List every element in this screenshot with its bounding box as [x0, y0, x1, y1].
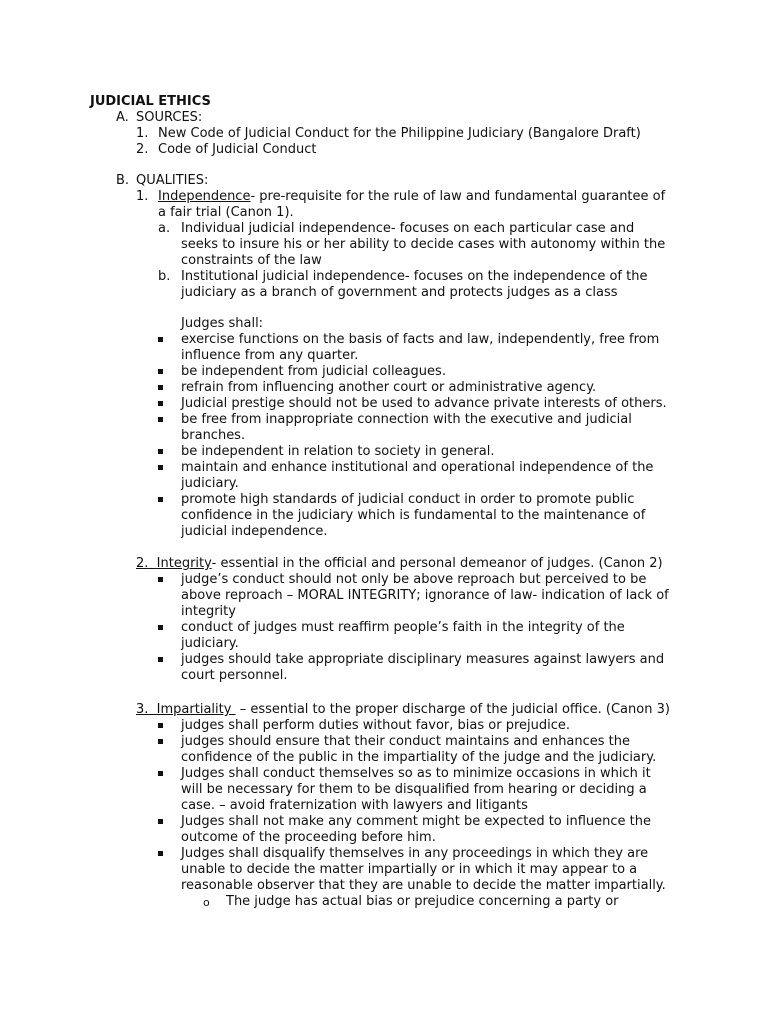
independence-line-2: a fair trial (Canon 1). [158, 205, 294, 220]
integrity-number: 2. [136, 556, 149, 571]
impartiality-bullet-2: confidence of the public in the impartiality of the judge and the judiciary. [181, 750, 657, 765]
section-a-heading: SOURCES: [136, 110, 203, 125]
independence-bullet-7: judiciary. [181, 476, 239, 491]
bullet-square-icon [158, 385, 163, 390]
judges-shall-label: Judges shall: [181, 316, 264, 331]
independence-sub-b-line: Institutional judicial independence- focuses on the independence of the [181, 269, 648, 284]
impartiality-heading [136, 702, 670, 718]
impartiality-bullet-4: Judges shall not make any comment might be expected to influence the [181, 814, 652, 829]
bullet-square-icon [158, 401, 163, 406]
independence-sub-a-line: constraints of the law [181, 253, 322, 268]
impartiality-bullet-5: reasonable observer that they are unable to decide the matter impartially. [181, 878, 666, 893]
bullet-square-icon [158, 657, 163, 662]
independence-bullet-5: be free from inappropriate connection with the executive and judicial [181, 412, 632, 427]
impartiality-bullet-1: judges shall perform duties without favor, bias or prejudice. [181, 718, 571, 733]
bullet-square-icon [158, 577, 163, 582]
impartiality-bullet-3: Judges shall conduct themselves so as to minimize occasions in which it [181, 766, 651, 781]
independence-bullet-8: promote high standards of judicial conduct in order to promote public [181, 492, 635, 507]
independence-bullet-7: maintain and enhance institutional and operational independence of the [181, 460, 654, 475]
integrity-bullet-2: judiciary. [181, 636, 239, 651]
impartiality-number: 3. [136, 702, 149, 717]
source-2-text: Code of Judicial Conduct [158, 142, 317, 157]
independence-bullet-3: refrain from influencing another court or administrative agency. [181, 380, 597, 395]
independence-bullet-6: be independent in relation to society in general. [181, 444, 495, 459]
integrity-bullet-2: conduct of judges must reaffirm people’s faith in the integrity of the [181, 620, 625, 635]
section-b-heading: QUALITIES: [136, 173, 209, 188]
independence-bullet-1: exercise functions on the basis of facts and law, independently, free from [181, 332, 660, 347]
impartiality-bullet-2: judges should ensure that their conduct maintains and enhances the [181, 734, 631, 749]
section-b-marker: B. [116, 173, 130, 188]
bullet-square-icon [158, 739, 163, 744]
impartiality-sub-bullet: The judge has actual bias or prejudice concerning a party or [226, 894, 619, 909]
independence-bullet-5: branches. [181, 428, 246, 443]
independence-definition: - pre-requisite for the rule of law and fundamental guarantee of [250, 189, 666, 204]
independence-sub-a-line: Individual judicial independence- focuses on each particular case and [181, 221, 635, 236]
bullet-square-icon [158, 723, 163, 728]
independence-sub-a-marker: a. [158, 221, 171, 236]
bullet-square-icon [158, 369, 163, 374]
impartiality-bullet-4: outcome of the proceeding before him. [181, 830, 436, 845]
impartiality-term: Impartiality [156, 702, 232, 717]
impartiality-bullet-5: unable to decide the matter impartially or in which it may appear to a [181, 862, 638, 877]
independence-bullet-2: be independent from judicial colleagues. [181, 364, 446, 379]
bullet-square-icon [158, 417, 163, 422]
independence-sub-a-line: seeks to insure his or her ability to decide cases with autonomy within the [181, 237, 666, 252]
independence-sub-b-line: judiciary as a branch of government and protects judges as a class [181, 285, 618, 300]
independence-sub-b-marker: b. [158, 269, 171, 284]
independence-bullet-4: Judicial prestige should not be used to advance private interests of others. [181, 396, 667, 411]
hollow-circle-bullet-icon: o [203, 896, 210, 909]
independence-term: Independence [158, 189, 251, 204]
bullet-square-icon [158, 625, 163, 630]
bullet-square-icon [158, 851, 163, 856]
integrity-bullet-1: judge’s conduct should not only be above reproach but perceived to be [181, 572, 647, 587]
bullet-square-icon [158, 771, 163, 776]
integrity-bullet-3: judges should take appropriate disciplinary measures against lawyers and [181, 652, 665, 667]
source-2-number: 2. [136, 142, 149, 157]
document-title: JUDICIAL ETHICS [90, 94, 211, 109]
independence-bullet-8: judicial independence. [181, 524, 328, 539]
integrity-term: Integrity [156, 556, 212, 571]
integrity-definition: - essential in the official and personal demeanor of judges. (Canon 2) [211, 556, 663, 571]
integrity-bullet-1: above reproach – MORAL INTEGRITY; ignorance of law- indication of lack of [181, 588, 669, 603]
source-1-text: New Code of Judicial Conduct for the Philippine Judiciary (Bangalore Draft) [158, 126, 641, 141]
impartiality-bullet-3: will be necessary for them to be disqualified from hearing or deciding a [181, 782, 647, 797]
independence-bullet-1: influence from any quarter. [181, 348, 359, 363]
independence-number: 1. [136, 189, 149, 204]
integrity-heading [136, 556, 663, 572]
bullet-square-icon [158, 465, 163, 470]
independence-bullet-8: confidence in the judiciary which is fundamental to the maintenance of [181, 508, 646, 523]
impartiality-bullet-3: case. – avoid fraternization with lawyers and litigants [181, 798, 528, 813]
impartiality-bullet-5: Judges shall disqualify themselves in any proceedings in which they are [181, 846, 649, 861]
source-1-number: 1. [136, 126, 149, 141]
impartiality-definition: – essential to the proper discharge of the judicial office. (Canon 3) [235, 702, 670, 717]
bullet-square-icon [158, 819, 163, 824]
bullet-square-icon [158, 337, 163, 342]
independence-line-1 [158, 189, 665, 205]
bullet-square-icon [158, 449, 163, 454]
integrity-bullet-1: integrity [181, 604, 236, 619]
bullet-square-icon [158, 497, 163, 502]
section-a-marker: A. [116, 110, 129, 125]
integrity-bullet-3: court personnel. [181, 668, 288, 683]
